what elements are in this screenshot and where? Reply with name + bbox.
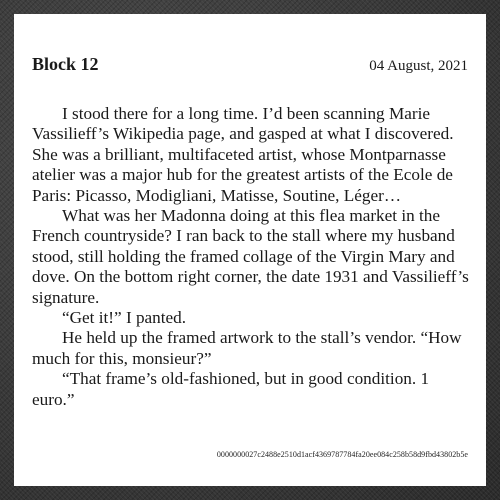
paragraph: “That frame’s old-fashioned, but in good condition. 1 euro.”: [32, 369, 430, 409]
paragraph: I stood there for a long time. I’d been scanning Marie Vassilieff’s Wikipedia page, and gasped at what I discovered. She was a brilliant, multifaceted artist, whose Montparnasse atelier was a major hub for the greatest artists of the Ecole de Paris: Picasso, Modigliani, Matisse, Soutine, Léger…: [32, 104, 454, 205]
entry-date: 04 August, 2021: [369, 58, 468, 74]
header: [32, 54, 468, 75]
block-title: Block 12: [32, 54, 99, 74]
document-card: [14, 14, 486, 486]
paragraph: “Get it!” I panted.: [62, 308, 187, 328]
paragraph: He held up the framed artwork to the stall’s vendor. “How much for this, monsieur?”: [32, 328, 462, 368]
paragraph: What was her Madonna doing at this flea market in the French countryside? I ran back to the stall where my husband stood, still holding the framed collage of the Virgin Mary and dove. On the bottom right corner, the date 1931 and Vassilieff’s signature.: [32, 206, 469, 307]
block-hash: 0000000027c2488e2510d1acf4369787784fa20ee084c258b58d9fbd43802b5e: [216, 450, 468, 459]
story-text: [32, 104, 472, 410]
